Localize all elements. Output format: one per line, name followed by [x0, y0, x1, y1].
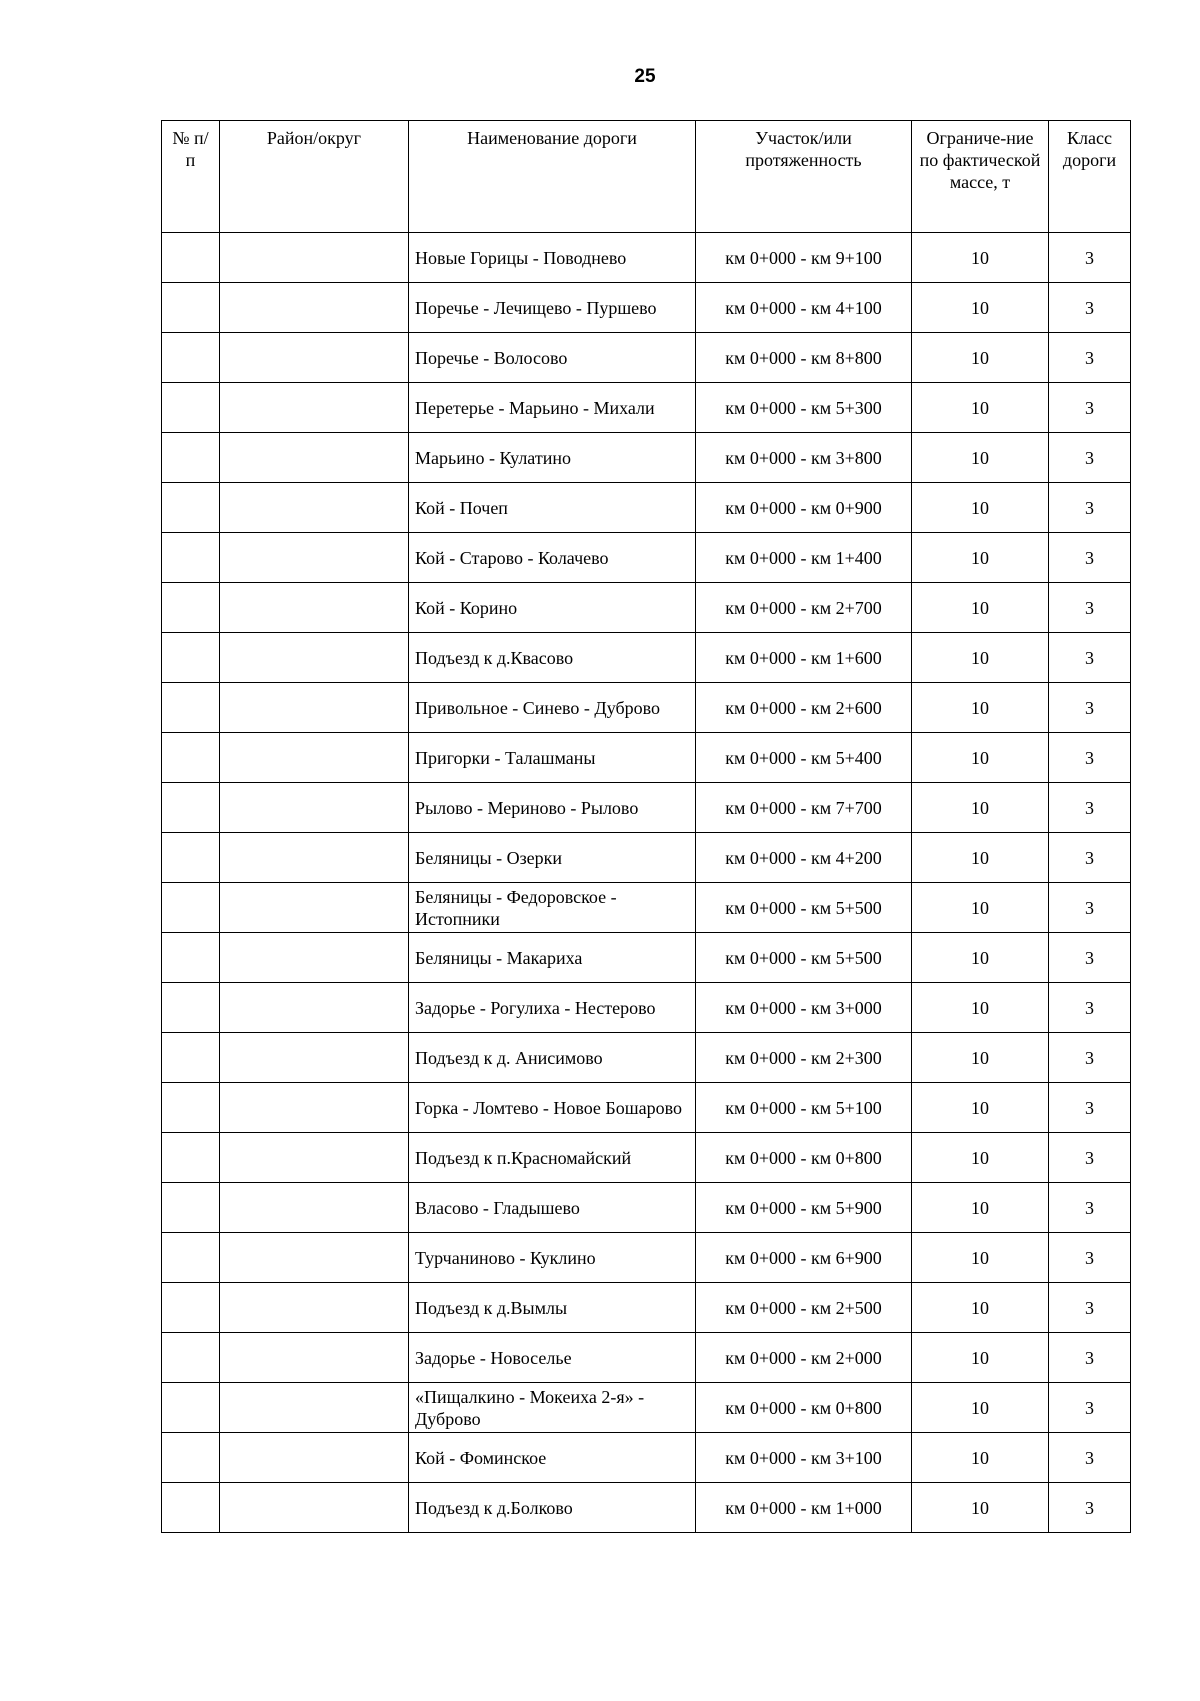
row-district-cell — [220, 833, 409, 883]
table-row — [162, 433, 1131, 483]
table-row — [162, 283, 1131, 333]
row-num-cell — [162, 533, 220, 583]
row-road-class: 3 — [1049, 1383, 1131, 1433]
row-road-name: Кой - Старово - Колачево — [409, 533, 696, 583]
row-road-class: 3 — [1049, 833, 1131, 883]
row-district-cell — [220, 1033, 409, 1083]
row-num-cell — [162, 783, 220, 833]
row-district-cell — [220, 333, 409, 383]
row-section: км 0+000 - км 0+900 — [696, 483, 912, 533]
row-weight-limit: 10 — [912, 1083, 1049, 1133]
row-road-name: Беляницы - Озерки — [409, 833, 696, 883]
row-road-class: 3 — [1049, 1483, 1131, 1533]
row-weight-limit: 10 — [912, 583, 1049, 633]
row-weight-limit: 10 — [912, 1133, 1049, 1183]
row-road-class: 3 — [1049, 1183, 1131, 1233]
row-section: км 0+000 - км 5+400 — [696, 733, 912, 783]
row-road-name: Подъезд к д. Анисимово — [409, 1033, 696, 1083]
row-section: км 0+000 - км 1+400 — [696, 533, 912, 583]
row-road-name: Горка - Ломтево - Новое Бошарово — [409, 1083, 696, 1133]
roads-table — [161, 120, 1131, 1533]
table-row — [162, 383, 1131, 433]
row-weight-limit: 10 — [912, 783, 1049, 833]
row-num-cell — [162, 383, 220, 433]
table-row — [162, 1183, 1131, 1233]
row-district-cell — [220, 1233, 409, 1283]
row-num-cell — [162, 983, 220, 1033]
table-row — [162, 533, 1131, 583]
row-road-class: 3 — [1049, 533, 1131, 583]
row-road-name: Перетерье - Марьино - Михали — [409, 383, 696, 433]
row-road-name: Марьино - Кулатино — [409, 433, 696, 483]
row-weight-limit: 10 — [912, 283, 1049, 333]
row-num-cell — [162, 283, 220, 333]
row-num-cell — [162, 333, 220, 383]
row-section: км 0+000 - км 6+900 — [696, 1233, 912, 1283]
row-road-name: Рылово - Мериново - Рылово — [409, 783, 696, 833]
row-weight-limit: 10 — [912, 883, 1049, 933]
row-road-name: Турчаниново - Куклино — [409, 1233, 696, 1283]
row-road-class: 3 — [1049, 283, 1131, 333]
row-weight-limit: 10 — [912, 833, 1049, 883]
row-district-cell — [220, 1283, 409, 1333]
row-road-class: 3 — [1049, 233, 1131, 283]
row-weight-limit: 10 — [912, 1033, 1049, 1083]
row-num-cell — [162, 1033, 220, 1083]
table-row — [162, 633, 1131, 683]
row-district-cell — [220, 283, 409, 333]
row-road-class: 3 — [1049, 683, 1131, 733]
row-road-name: Беляницы - Федоровское - Истопники — [409, 883, 696, 933]
row-road-class: 3 — [1049, 933, 1131, 983]
header-road-class: Класс дороги — [1049, 121, 1131, 233]
row-district-cell — [220, 383, 409, 433]
row-section: км 0+000 - км 0+800 — [696, 1383, 912, 1433]
row-weight-limit: 10 — [912, 1383, 1049, 1433]
table-row — [162, 483, 1131, 533]
row-weight-limit: 10 — [912, 483, 1049, 533]
row-section: км 0+000 - км 9+100 — [696, 233, 912, 283]
row-road-class: 3 — [1049, 1233, 1131, 1283]
row-section: км 0+000 - км 7+700 — [696, 783, 912, 833]
row-road-class: 3 — [1049, 733, 1131, 783]
row-road-class: 3 — [1049, 1033, 1131, 1083]
row-district-cell — [220, 583, 409, 633]
row-district-cell — [220, 1333, 409, 1383]
row-road-class: 3 — [1049, 433, 1131, 483]
row-road-name: Пригорки - Талашманы — [409, 733, 696, 783]
table-row — [162, 1483, 1131, 1533]
row-section: км 0+000 - км 8+800 — [696, 333, 912, 383]
table-row — [162, 233, 1131, 283]
row-road-name: Власово - Гладышево — [409, 1183, 696, 1233]
row-road-class: 3 — [1049, 583, 1131, 633]
row-district-cell — [220, 783, 409, 833]
row-district-cell — [220, 1383, 409, 1433]
row-weight-limit: 10 — [912, 433, 1049, 483]
header-num: № п/п — [162, 121, 220, 233]
row-weight-limit: 10 — [912, 683, 1049, 733]
row-road-class: 3 — [1049, 1283, 1131, 1333]
table-row — [162, 833, 1131, 883]
row-num-cell — [162, 583, 220, 633]
table-row — [162, 933, 1131, 983]
row-section: км 0+000 - км 5+500 — [696, 933, 912, 983]
row-road-name: Подъезд к д.Вымлы — [409, 1283, 696, 1333]
row-weight-limit: 10 — [912, 633, 1049, 683]
row-road-name: Кой - Корино — [409, 583, 696, 633]
row-road-name: Новые Горицы - Поводнево — [409, 233, 696, 283]
row-num-cell — [162, 833, 220, 883]
row-num-cell — [162, 1333, 220, 1383]
row-weight-limit: 10 — [912, 983, 1049, 1033]
row-district-cell — [220, 733, 409, 783]
row-district-cell — [220, 533, 409, 583]
row-road-class: 3 — [1049, 1333, 1131, 1383]
row-section: км 0+000 - км 2+600 — [696, 683, 912, 733]
table-row — [162, 883, 1131, 933]
row-road-name: Подъезд к п.Красномайский — [409, 1133, 696, 1183]
row-num-cell — [162, 433, 220, 483]
row-road-name: Задорье - Новоселье — [409, 1333, 696, 1383]
row-section: км 0+000 - км 1+600 — [696, 633, 912, 683]
row-road-class: 3 — [1049, 1133, 1131, 1183]
table-row — [162, 1383, 1131, 1433]
row-road-class: 3 — [1049, 783, 1131, 833]
row-section: км 0+000 - км 2+500 — [696, 1283, 912, 1333]
row-district-cell — [220, 883, 409, 933]
row-road-name: Беляницы - Макариха — [409, 933, 696, 983]
row-road-name: Задорье - Рогулиха - Нестерово — [409, 983, 696, 1033]
row-road-name: Поречье - Лечищево - Пуршево — [409, 283, 696, 333]
row-section: км 0+000 - км 5+300 — [696, 383, 912, 433]
row-num-cell — [162, 483, 220, 533]
row-road-name: Подъезд к д.Квасово — [409, 633, 696, 683]
row-section: км 0+000 - км 2+300 — [696, 1033, 912, 1083]
row-road-class: 3 — [1049, 633, 1131, 683]
header-section: Участок/или протяженность — [696, 121, 912, 233]
row-district-cell — [220, 983, 409, 1033]
row-district-cell — [220, 433, 409, 483]
row-weight-limit: 10 — [912, 1233, 1049, 1283]
table-row — [162, 1133, 1131, 1183]
table-row — [162, 1033, 1131, 1083]
row-section: км 0+000 - км 3+800 — [696, 433, 912, 483]
row-road-name: Привольное - Синево - Дуброво — [409, 683, 696, 733]
row-weight-limit: 10 — [912, 1283, 1049, 1333]
row-num-cell — [162, 733, 220, 783]
row-section: км 0+000 - км 5+900 — [696, 1183, 912, 1233]
table-row — [162, 1433, 1131, 1483]
row-section: км 0+000 - км 5+500 — [696, 883, 912, 933]
row-section: км 0+000 - км 2+700 — [696, 583, 912, 633]
header-road-name: Наименование дороги — [409, 121, 696, 233]
row-num-cell — [162, 1283, 220, 1333]
row-district-cell — [220, 933, 409, 983]
row-weight-limit: 10 — [912, 1333, 1049, 1383]
table-row — [162, 1233, 1131, 1283]
row-road-class: 3 — [1049, 983, 1131, 1033]
row-road-class: 3 — [1049, 383, 1131, 433]
header-district: Район/округ — [220, 121, 409, 233]
row-road-class: 3 — [1049, 1433, 1131, 1483]
row-district-cell — [220, 1483, 409, 1533]
row-num-cell — [162, 683, 220, 733]
table-row — [162, 733, 1131, 783]
row-road-name: Кой - Почеп — [409, 483, 696, 533]
page-number: 25 — [634, 66, 656, 87]
table-row — [162, 333, 1131, 383]
row-section: км 0+000 - км 4+200 — [696, 833, 912, 883]
row-num-cell — [162, 233, 220, 283]
row-district-cell — [220, 1083, 409, 1133]
table-body — [162, 233, 1131, 1533]
row-section: км 0+000 - км 5+100 — [696, 1083, 912, 1133]
row-weight-limit: 10 — [912, 383, 1049, 433]
row-num-cell — [162, 1483, 220, 1533]
row-road-class: 3 — [1049, 883, 1131, 933]
row-road-name: Кой - Фоминское — [409, 1433, 696, 1483]
row-weight-limit: 10 — [912, 933, 1049, 983]
row-num-cell — [162, 633, 220, 683]
row-section: км 0+000 - км 4+100 — [696, 283, 912, 333]
row-road-name: «Пищалкино - Мокеиха 2-я» - Дуброво — [409, 1383, 696, 1433]
row-num-cell — [162, 1433, 220, 1483]
row-num-cell — [162, 1383, 220, 1433]
row-num-cell — [162, 883, 220, 933]
table-header-row — [162, 121, 1131, 233]
row-district-cell — [220, 683, 409, 733]
row-weight-limit: 10 — [912, 1433, 1049, 1483]
table-row — [162, 583, 1131, 633]
table-row — [162, 1333, 1131, 1383]
row-weight-limit: 10 — [912, 1183, 1049, 1233]
table-row — [162, 1083, 1131, 1133]
row-section: км 0+000 - км 2+000 — [696, 1333, 912, 1383]
row-num-cell — [162, 1133, 220, 1183]
row-weight-limit: 10 — [912, 533, 1049, 583]
table-row — [162, 983, 1131, 1033]
row-district-cell — [220, 1433, 409, 1483]
row-num-cell — [162, 1083, 220, 1133]
row-road-class: 3 — [1049, 333, 1131, 383]
row-road-class: 3 — [1049, 483, 1131, 533]
row-weight-limit: 10 — [912, 733, 1049, 783]
row-district-cell — [220, 633, 409, 683]
row-district-cell — [220, 233, 409, 283]
row-district-cell — [220, 1183, 409, 1233]
row-district-cell — [220, 1133, 409, 1183]
row-num-cell — [162, 933, 220, 983]
row-num-cell — [162, 1233, 220, 1283]
header-limit: Ограниче-ние по фактической массе, т — [912, 121, 1049, 233]
row-road-name: Поречье - Волосово — [409, 333, 696, 383]
row-num-cell — [162, 1183, 220, 1233]
row-road-class: 3 — [1049, 1083, 1131, 1133]
row-section: км 0+000 - км 3+100 — [696, 1433, 912, 1483]
table-row — [162, 783, 1131, 833]
row-section: км 0+000 - км 3+000 — [696, 983, 912, 1033]
table-row — [162, 1283, 1131, 1333]
row-weight-limit: 10 — [912, 333, 1049, 383]
row-weight-limit: 10 — [912, 233, 1049, 283]
row-section: км 0+000 - км 1+000 — [696, 1483, 912, 1533]
row-weight-limit: 10 — [912, 1483, 1049, 1533]
table-row — [162, 683, 1131, 733]
row-section: км 0+000 - км 0+800 — [696, 1133, 912, 1183]
row-district-cell — [220, 483, 409, 533]
row-road-name: Подъезд к д.Болково — [409, 1483, 696, 1533]
